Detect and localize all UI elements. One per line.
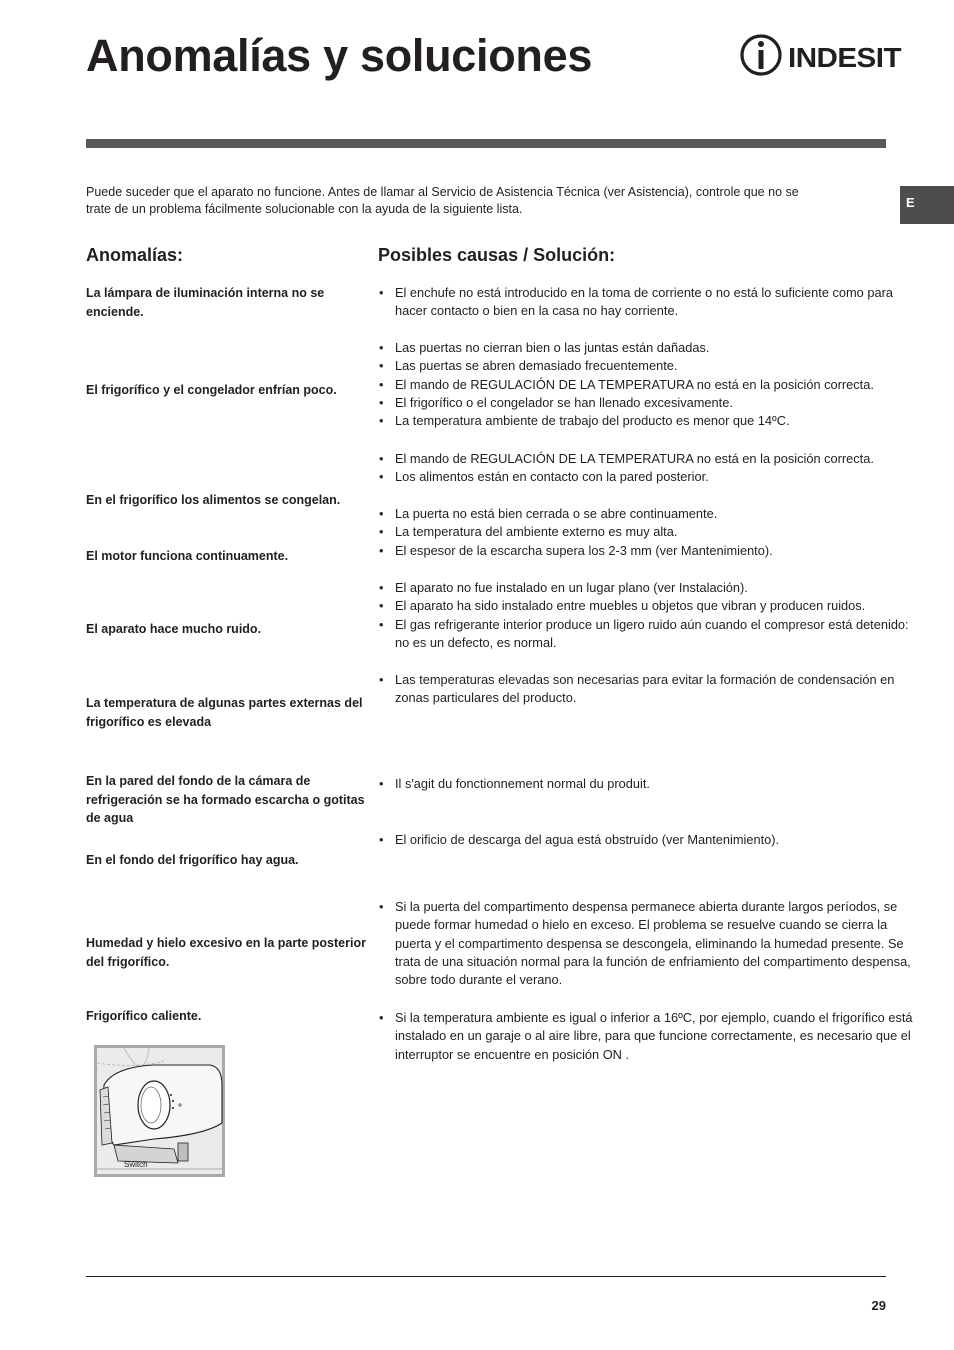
problem-item: Frigorífico caliente.	[86, 1009, 202, 1023]
problem-item: En el frigorífico los alimentos se congelan.	[86, 493, 341, 507]
cause-item: • El orificio de descarga del agua está obstruído (ver Mantenimiento).	[378, 831, 918, 849]
problem-item: Humedad y hielo excesivo en la parte posterior del frigorífico.	[86, 936, 366, 969]
header-rule	[86, 139, 886, 148]
cause-item: • Si la puerta del compartimento despensa permanece abierta durante largos períodos, se puede formar humedad o hielo en exceso. El problema se resuelve cuando se cierra la puerta y el compartimento despensa se descongela, eliminando la humedad presente. Se trata de una situación normal para la función de enfriamiento del compartimento despensa, sobre todo durante el verano.	[378, 898, 918, 989]
cause-item: • El espesor de la escarcha supera los 2-3 mm (ver Mantenimiento).	[378, 542, 918, 560]
brand-name: INDESIT	[788, 42, 902, 73]
cause-item: • Los alimentos están en contacto con la pared posterior.	[378, 468, 918, 486]
cause-list	[378, 505, 918, 560]
cause-list	[378, 831, 918, 849]
problem-item: En el fondo del frigorífico hay agua.	[86, 853, 299, 867]
cause-item: • Il s'agit du fonctionnement normal du produit.	[378, 775, 918, 793]
causes-heading: Posibles causas / Solución:	[378, 245, 616, 265]
problem-item: El aparato hace mucho ruido.	[86, 622, 262, 636]
cause-list	[378, 775, 918, 793]
indesit-logo	[739, 34, 904, 78]
cause-item: • El enchufe no está introducido en la toma de corriente o no está lo suficiente como para hacer contacto o bien en la casa no hay corriente.	[378, 284, 918, 321]
page-title: Anomalías y soluciones	[86, 30, 593, 81]
cause-list	[378, 579, 918, 652]
problem-item: El frigorífico y el congelador enfrían poco.	[86, 383, 337, 397]
cause-item: • El aparato no fue instalado en un lugar plano (ver Instalación).	[378, 579, 918, 597]
problem-item: La temperatura de algunas partes externas del frigorífico es elevada	[86, 696, 363, 729]
language-tab: E	[900, 186, 954, 224]
problem-item: El motor funciona continuamente.	[86, 549, 289, 563]
footer-rule	[86, 1276, 886, 1277]
switch-label: Switch	[124, 1160, 148, 1169]
cause-item: • Las puertas no cierran bien o las juntas están dañadas.	[378, 339, 918, 357]
problem-item: La lámpara de iluminación interna no se enciende.	[86, 286, 325, 319]
cause-list	[378, 898, 918, 989]
cause-item: • La temperatura del ambiente externo es muy alta.	[378, 523, 918, 541]
page-number: 29	[871, 1298, 886, 1313]
cause-item: • La temperatura ambiente de trabajo del producto es menor que 14ºC.	[378, 412, 918, 430]
cause-list	[378, 671, 918, 708]
cause-item: • El mando de REGULACIÓN DE LA TEMPERATURA no está en la posición correcta.	[378, 376, 918, 394]
cause-list	[378, 339, 918, 430]
cause-item: • La puerta no está bien cerrada o se abre continuamente.	[378, 505, 918, 523]
intro-text: Puede suceder que el aparato no funcione. Antes de llamar al Servicio de Asistencia Técnica (ver Asistencia), controle que no se trate de un problema fácilmente solucionable con la ayuda de la siguiente lista.	[86, 185, 799, 216]
cause-item: • El gas refrigerante interior produce un ligero ruido aún cuando el compresor está detenido: no es un defecto, es normal.	[378, 616, 918, 653]
switch-illustration	[94, 1045, 225, 1177]
cause-item: • El aparato ha sido instalado entre muebles u objetos que vibran y producen ruidos.	[378, 597, 918, 615]
cause-item: • Las temperaturas elevadas son necesarias para evitar la formación de condensación en zonas particulares del producto.	[378, 671, 918, 708]
cause-item: • Si la temperatura ambiente es igual o inferior a 16ºC, por ejemplo, cuando el frigorífico está instalado en un garaje o al aire libre, para que funcione correctamente, es necesario que el interruptor se encuentre en posición ON .	[378, 1009, 918, 1064]
cause-list	[378, 1009, 918, 1064]
cause-item: • Las puertas se abren demasiado frecuentemente.	[378, 357, 918, 375]
problem-item: En la pared del fondo de la cámara de refrigeración se ha formado escarcha o gotitas de agua	[86, 774, 365, 825]
cause-item: • El mando de REGULACIÓN DE LA TEMPERATURA no está en la posición correcta.	[378, 450, 918, 468]
cause-list	[378, 450, 918, 487]
cause-item: • El frigorífico o el congelador se han llenado excesivamente.	[378, 394, 918, 412]
cause-list	[378, 284, 918, 321]
problems-heading: Anomalías:	[86, 245, 184, 265]
